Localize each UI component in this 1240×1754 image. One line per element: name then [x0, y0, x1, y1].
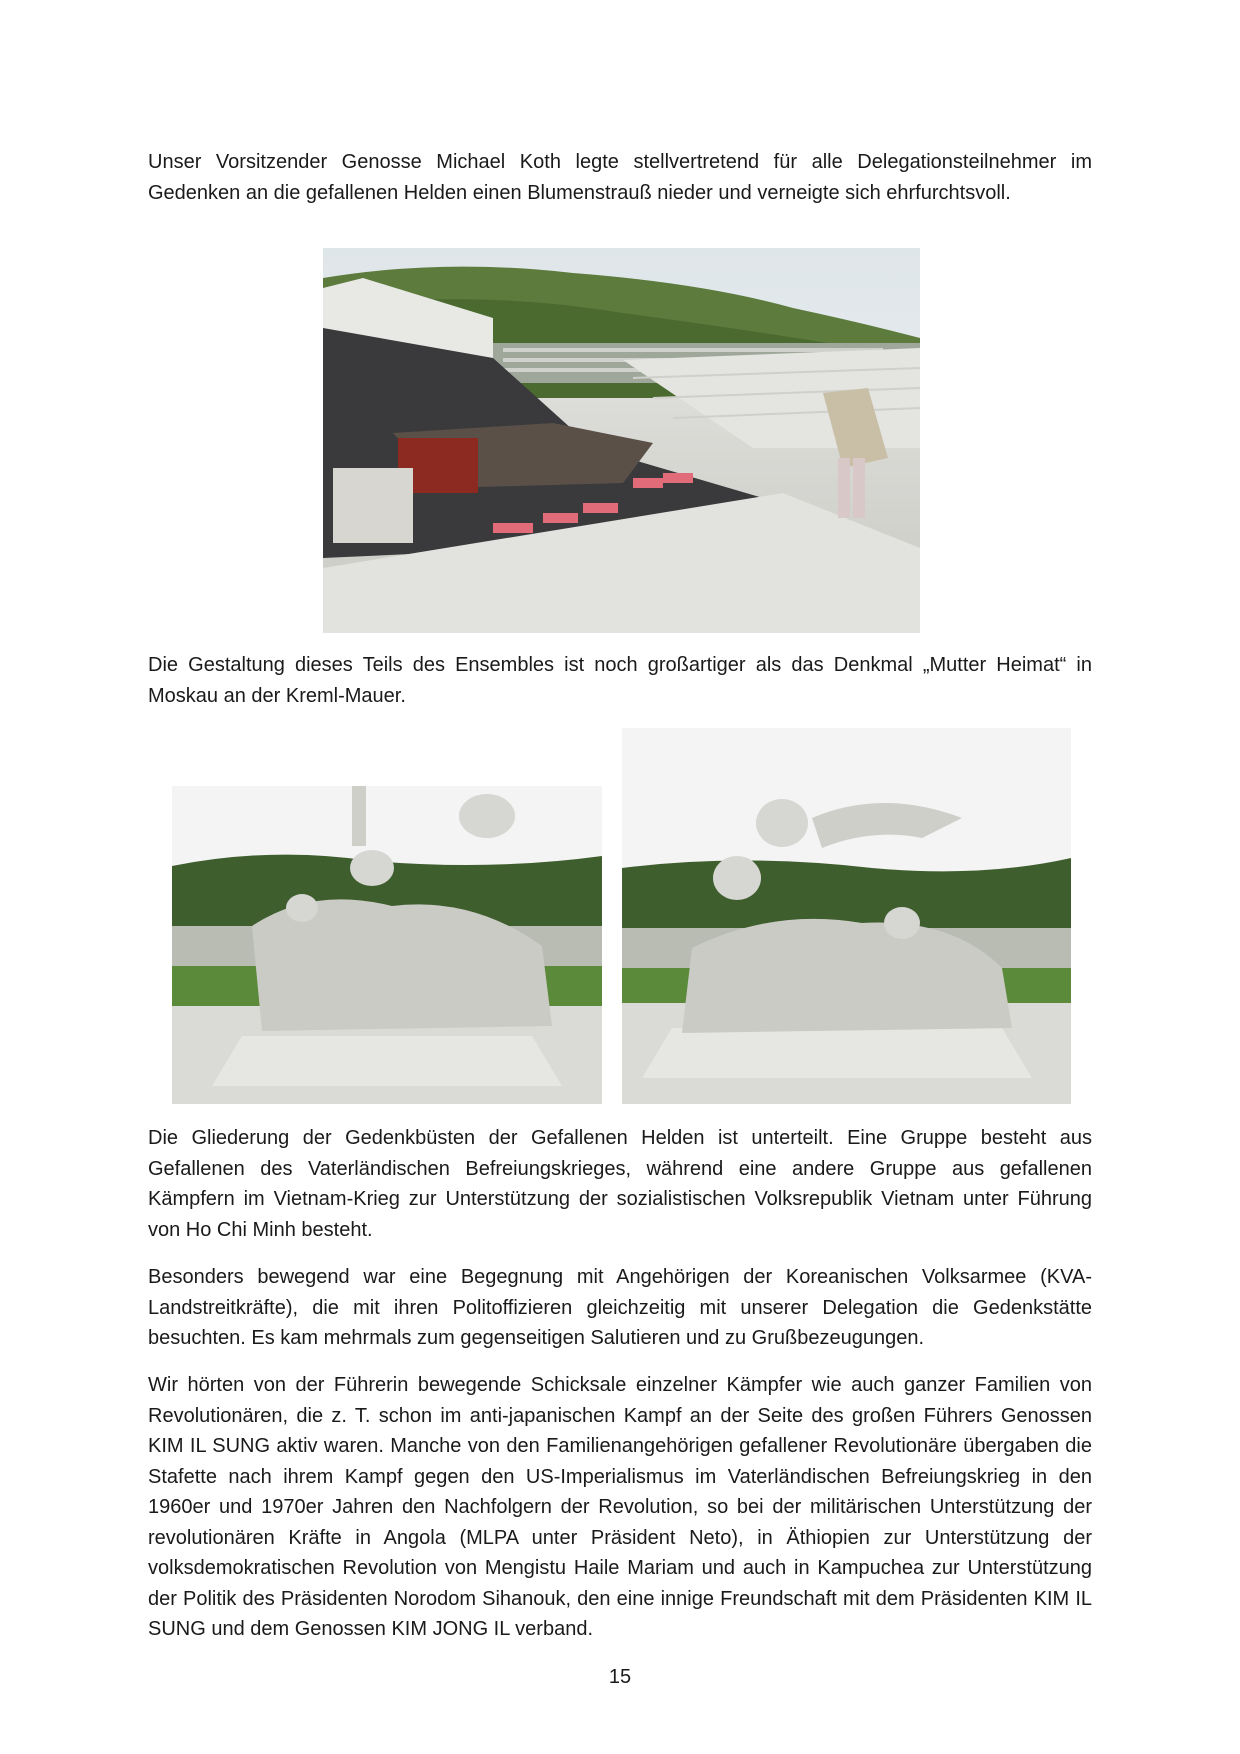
photo-memorial-bow: [323, 248, 920, 633]
paragraph-wreath-laying: Unser Vorsitzender Genosse Michael Koth legte stellvertretend für alle Delegationsteilnehmer im Gedenken an die gefallenen Helden einen Blumenstrauß nieder und verneigte sich ehrfurchtsvoll.: [148, 151, 1092, 204]
photo-sculpture-right: [622, 728, 1071, 1104]
paragraph-kva-begegnung: Besonders bewegend war eine Begegnung mit Angehörigen der Koreanischen Volksarmee (KVA-Landstreitkräfte), die mit ihren Politoffizieren gleichzeitig mit unserer Delegation die Gedenkstätte besuchten. Es kam mehrmals zum gegenseitigen Salutieren und zu Grußbezeugungen.: [148, 1266, 1092, 1349]
page-number: 15: [608, 1666, 632, 1688]
paragraph-gliederung: Die Gliederung der Gedenkbüsten der Gefallenen Helden ist unterteilt. Eine Gruppe besteht aus Gefallenen des Vaterländischen Befreiungskrieges, während eine andere Gruppe aus gefallenen Kämpfern im Vietnam-Krieg zur Unterstützung der sozialistischen Volksrepublik Vietnam unter Führung von Ho Chi Minh besteht.: [148, 1127, 1092, 1241]
paragraph-schicksale: Wir hörten von der Führerin bewegende Schicksale einzelner Kämpfer wie auch ganzer Familien von Revolutionären, die z. T. schon im anti-japanischen Kampf an der Seite des großen Führers Genossen KIM IL SUNG aktiv waren. Manche von den Familienangehörigen gefallener Revolutionäre übergaben die Stafette nach ihrem Kampf gegen den US-Imperialismus im Vaterländischen Befreiungskrieg in den 1960er und 1970er Jahren den Nachfolgern der Revolution, so bei der militärischen Unterstützung der revolutionären Kräfte in Angola (MLPA unter Präsident Neto), in Äthiopien zur Unterstützung der volksdemokratischen Revolution von Mengistu Haile Mariam und auch in Kampuchea zur Unterstützung der Politik des Präsidenten Norodom Sihanouk, den eine innige Freundschaft mit dem Präsidenten KIM IL SUNG und dem Genossen KIM JONG IL verband.: [148, 1374, 1092, 1640]
photo-sculpture-left: [172, 786, 602, 1104]
paragraph-mutter-heimat: Die Gestaltung dieses Teils des Ensembles ist noch großartiger als das Denkmal „Mutter Heimat“ in Moskau an der Kreml-Mauer.: [148, 654, 1092, 707]
